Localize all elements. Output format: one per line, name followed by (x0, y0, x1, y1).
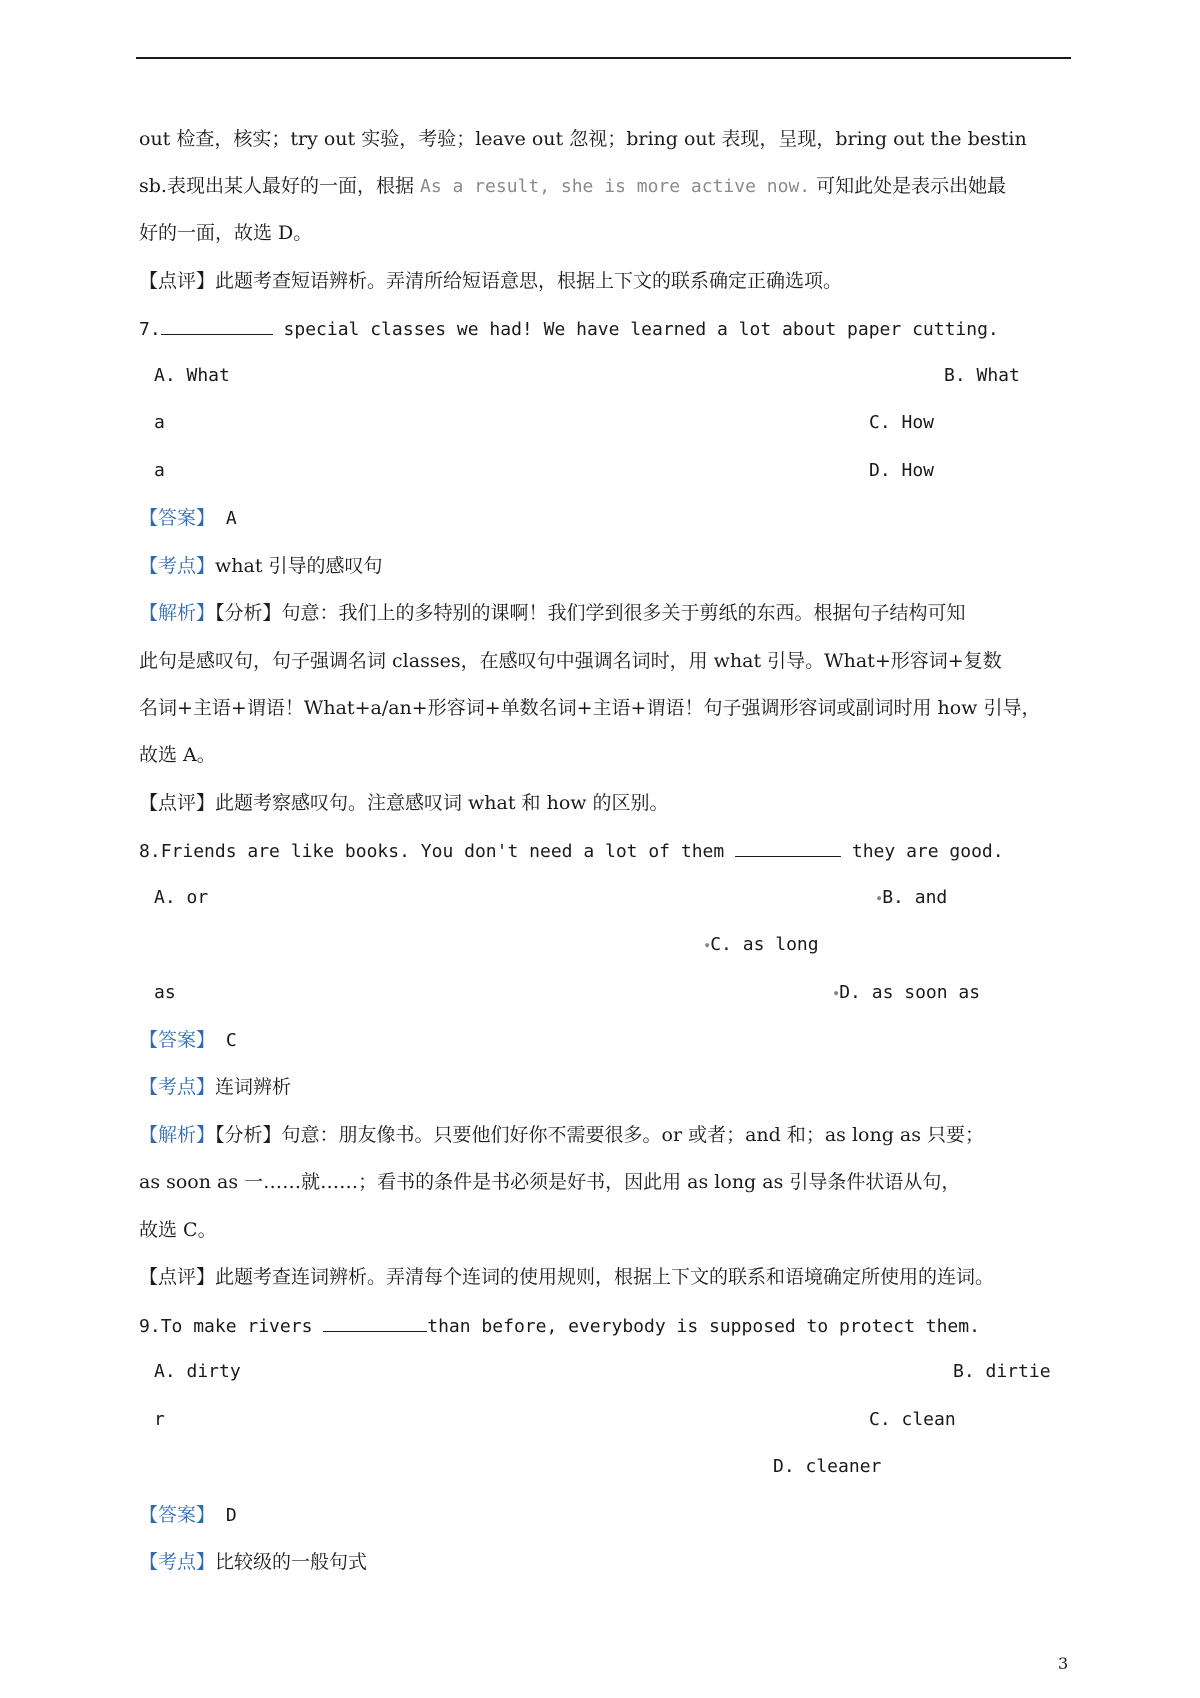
analysis-text: 【分析】句意：我们上的多特别的课啊！我们学到很多关于剪纸的东西。根据句子结构可知 (215, 602, 966, 624)
marker-dot: ● (705, 941, 710, 949)
question-number: 8. (139, 841, 161, 862)
point-line (139, 554, 383, 578)
question-text: they are good. (841, 841, 1004, 862)
answer-value: C (215, 1030, 237, 1051)
text-line: 好的一面，故选 D。 (139, 222, 313, 244)
option-wrap-text: a (154, 412, 165, 433)
comment-line: 【点评】此题考查短语辨析。弄清所给短语意思，根据上下文的联系确定正确选项。 (139, 270, 843, 292)
point-value: 比较级的一般句式 (215, 1551, 368, 1573)
marker-dot: ● (834, 989, 839, 997)
answer-tag: 【答案】 (139, 1504, 216, 1526)
option-text: D. as soon as (839, 982, 981, 1003)
analysis-tag: 【解析】 (139, 602, 216, 624)
analysis-line (139, 1123, 984, 1147)
text-span: 可知此处是表示出她最 (810, 175, 1007, 197)
point-value: 连词辨析 (215, 1076, 292, 1098)
option-c: C. How (869, 412, 935, 433)
analysis-line (139, 601, 966, 625)
header-rule (136, 57, 1071, 59)
option-c: C. clean (869, 1409, 956, 1430)
comment-line: 【点评】此题考查连词辨析。弄清每个连词的使用规则，根据上下文的联系和语境确定所使用的连词。 (139, 1266, 995, 1288)
option-text: C. as long (710, 934, 819, 955)
option-d: D. cleaner (773, 1456, 882, 1477)
text-span: sb.表现出某人最好的一面，根据 (139, 175, 420, 197)
analysis-tag: 【解析】 (139, 1124, 216, 1146)
option-b: B. dirtie (953, 1361, 1051, 1382)
question-number: 9. (139, 1316, 161, 1337)
analysis-text: 【分析】句意：朋友像书。只要他们好你不需要很多。or 或者；and 和；as long as 只要； (215, 1124, 985, 1146)
option-d (834, 981, 980, 1005)
question-text: To make rivers (160, 1316, 324, 1337)
point-tag: 【考点】 (139, 1076, 216, 1098)
answer-tag: 【答案】 (139, 507, 216, 529)
option-a: A. or (154, 887, 209, 908)
analysis-line: 名词+主语+谓语！What+a/an+形容词+单数名词+主语+谓语！句子强调形容词或副词时用 how 引导， (139, 697, 1041, 719)
question-text: Friends are like books. You don't need a lot of them (160, 841, 736, 862)
option-wrap-text: r (154, 1409, 165, 1430)
question-7-stem (139, 316, 999, 342)
question-text: special classes we had! We have learned a lot about paper cutting. (272, 319, 999, 340)
answer-line (139, 506, 237, 531)
option-a: A. What (154, 365, 230, 386)
quoted-sentence: As a result, she is more active now. (420, 176, 811, 197)
option-b (877, 886, 947, 910)
option-text: B. and (882, 887, 948, 908)
option-b: B. What (944, 365, 1020, 386)
text-line: out 检查，核实；try out 实验，考验；leave out 忽视；bring out 表现，呈现，bring out the bestin (139, 128, 1027, 150)
option-wrap-text: a (154, 460, 165, 481)
text-line (139, 174, 1006, 199)
option-a: A. dirty (154, 1361, 241, 1382)
point-line (139, 1550, 367, 1574)
point-tag: 【考点】 (139, 555, 216, 577)
answer-line (139, 1028, 237, 1053)
point-tag: 【考点】 (139, 1551, 216, 1573)
comment-line: 【点评】此题考察感叹句。注意感叹词 what 和 how 的区别。 (139, 792, 669, 814)
answer-line (139, 1503, 237, 1528)
question-8-stem (139, 838, 1004, 864)
answer-blank (735, 838, 841, 857)
question-number: 7. (139, 319, 161, 340)
analysis-line: 故选 A。 (139, 744, 216, 766)
answer-blank (161, 316, 273, 335)
analysis-line: 此句是感叹句，句子强调名词 classes，在感叹句中强调名词时，用 what 引导。What+形容词+复数 (139, 650, 1002, 672)
answer-value: D (215, 1505, 237, 1526)
page-number: 3 (1058, 1654, 1069, 1673)
option-c (705, 933, 819, 957)
option-d: D. How (869, 460, 935, 481)
marker-dot: ● (877, 894, 882, 902)
analysis-line: as soon as 一……就……；看书的条件是书必须是好书，因此用 as long as 引导条件状语从句， (139, 1171, 961, 1193)
option-wrap-text: as (154, 982, 176, 1003)
answer-blank (323, 1313, 427, 1332)
question-9-stem (139, 1313, 980, 1339)
point-value: what 引导的感叹句 (215, 555, 383, 577)
answer-tag: 【答案】 (139, 1029, 216, 1051)
question-text: than before, everybody is supposed to protect them. (427, 1316, 980, 1337)
point-line (139, 1075, 291, 1099)
analysis-line: 故选 C。 (139, 1219, 217, 1241)
answer-value: A (215, 508, 237, 529)
